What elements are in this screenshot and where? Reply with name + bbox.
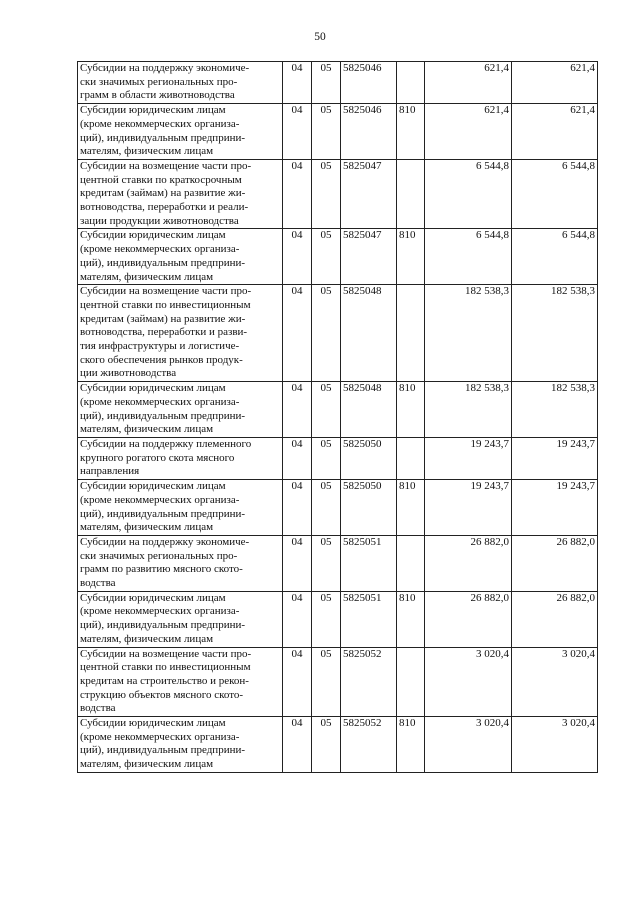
- subsection-code-cell: 05: [312, 647, 341, 717]
- subsection-code-cell: 05: [312, 62, 341, 104]
- row-name-line: зации продукции животноводства: [80, 214, 239, 227]
- row-name-line: вотноводства, переработки и реали-: [80, 201, 249, 214]
- amount-cell-2: 3 020,4: [512, 647, 598, 717]
- row-name-line: водства: [80, 577, 116, 590]
- row-name-line: водства: [80, 702, 116, 715]
- table-row: [78, 480, 598, 536]
- expense-type-cell: 810: [397, 717, 425, 773]
- target-article-cell: 5825050: [341, 480, 397, 536]
- amount-cell-1: 621,4: [425, 62, 512, 104]
- row-name-cell: [78, 62, 283, 104]
- section-code-cell: 04: [283, 382, 312, 438]
- row-name-line: ского обеспечения рынков продук-: [80, 353, 243, 366]
- table-row: [78, 104, 598, 160]
- amount-cell-1: 26 882,0: [425, 591, 512, 647]
- table-row: [78, 159, 598, 229]
- row-name-line: кредитам (займам) на развитие жи-: [80, 187, 246, 200]
- row-name-line: Субсидии на возмещение части про-: [80, 285, 252, 298]
- row-name-line: струкцию объектов мясного ското-: [80, 688, 244, 701]
- row-name-line: Субсидии юридическим лицам: [80, 591, 226, 604]
- row-name-line: Субсидии на возмещение части про-: [80, 647, 252, 660]
- row-name-line: (кроме некоммерческих организа-: [80, 493, 240, 506]
- row-name-line: кредитам (займам) на развитие жи-: [80, 312, 246, 325]
- row-name-line: тия инфраструктуры и логистиче-: [80, 340, 240, 353]
- row-name-line: вотноводства, переработки и разви-: [80, 326, 248, 339]
- row-name-line: направления: [80, 465, 140, 478]
- page-number: 50: [314, 31, 326, 43]
- section-code-cell: 04: [283, 104, 312, 160]
- expense-type-cell: 810: [397, 382, 425, 438]
- subsection-code-cell: 05: [312, 159, 341, 229]
- amount-cell-2: 621,4: [512, 104, 598, 160]
- row-name-line: ций), индивидуальным предприни-: [80, 744, 246, 757]
- target-article-cell: 5825048: [341, 382, 397, 438]
- row-name-line: грамм в области животноводства: [80, 89, 235, 102]
- row-name-line: (кроме некоммерческих организа-: [80, 605, 240, 618]
- table-row: [78, 647, 598, 717]
- target-article-cell: 5825051: [341, 535, 397, 591]
- row-name-cell: [78, 229, 283, 285]
- row-name-line: ски значимых региональных про-: [80, 549, 238, 562]
- subsection-code-cell: 05: [312, 104, 341, 160]
- expense-type-cell: 810: [397, 480, 425, 536]
- row-name-line: ски значимых региональных про-: [80, 75, 238, 88]
- section-code-cell: 04: [283, 437, 312, 479]
- row-name-line: центной ставки по инвестиционным: [80, 661, 251, 674]
- row-name-line: Субсидии на поддержку экономиче-: [80, 535, 250, 548]
- row-name-line: ций), индивидуальным предприни-: [80, 131, 246, 144]
- amount-cell-2: 621,4: [512, 62, 598, 104]
- row-name-line: мателям, физическим лицам: [80, 758, 214, 771]
- expense-type-cell: [397, 159, 425, 229]
- section-code-cell: 04: [283, 535, 312, 591]
- target-article-cell: 5825046: [341, 104, 397, 160]
- target-article-cell: 5825046: [341, 62, 397, 104]
- subsection-code-cell: 05: [312, 285, 341, 382]
- row-name-line: ции животноводства: [80, 367, 177, 380]
- expense-type-cell: [397, 535, 425, 591]
- row-name-line: мателям, физическим лицам: [80, 423, 214, 436]
- subsection-code-cell: 05: [312, 480, 341, 536]
- amount-cell-1: 6 544,8: [425, 229, 512, 285]
- expense-type-cell: [397, 437, 425, 479]
- table-row: [78, 285, 598, 382]
- subsection-code-cell: 05: [312, 535, 341, 591]
- amount-cell-2: 19 243,7: [512, 480, 598, 536]
- target-article-cell: 5825050: [341, 437, 397, 479]
- row-name-cell: [78, 104, 283, 160]
- row-name-line: мателям, физическим лицам: [80, 270, 214, 283]
- row-name-line: (кроме некоммерческих организа-: [80, 395, 240, 408]
- amount-cell-2: 182 538,3: [512, 382, 598, 438]
- row-name-line: ций), индивидуальным предприни-: [80, 507, 246, 520]
- row-name-line: (кроме некоммерческих организа-: [80, 117, 240, 130]
- amount-cell-2: 26 882,0: [512, 535, 598, 591]
- row-name-line: Субсидии на возмещение части про-: [80, 159, 252, 172]
- amount-cell-2: 19 243,7: [512, 437, 598, 479]
- target-article-cell: 5825048: [341, 285, 397, 382]
- table-row: [78, 437, 598, 479]
- amount-cell-2: 6 544,8: [512, 159, 598, 229]
- row-name-cell: [78, 382, 283, 438]
- row-name-cell: [78, 159, 283, 229]
- subsection-code-cell: 05: [312, 382, 341, 438]
- subsection-code-cell: 05: [312, 591, 341, 647]
- target-article-cell: 5825052: [341, 647, 397, 717]
- amount-cell-2: 6 544,8: [512, 229, 598, 285]
- row-name-cell: [78, 647, 283, 717]
- budget-table-body: [78, 62, 598, 773]
- section-code-cell: 04: [283, 480, 312, 536]
- subsection-code-cell: 05: [312, 437, 341, 479]
- row-name-line: Субсидии юридическим лицам: [80, 480, 226, 493]
- amount-cell-1: 182 538,3: [425, 285, 512, 382]
- table-row: [78, 535, 598, 591]
- amount-cell-1: 3 020,4: [425, 717, 512, 773]
- row-name-line: центной ставки по инвестиционным: [80, 298, 251, 311]
- row-name-line: ций), индивидуальным предприни-: [80, 619, 246, 632]
- table-row: [78, 382, 598, 438]
- subsection-code-cell: 05: [312, 717, 341, 773]
- row-name-line: Субсидии юридическим лицам: [80, 229, 226, 242]
- row-name-line: ций), индивидуальным предприни-: [80, 409, 246, 422]
- expense-type-cell: [397, 285, 425, 382]
- budget-table: [77, 61, 598, 773]
- row-name-line: центной ставки по краткосрочным: [80, 173, 242, 186]
- target-article-cell: 5825052: [341, 717, 397, 773]
- target-article-cell: 5825051: [341, 591, 397, 647]
- amount-cell-2: 26 882,0: [512, 591, 598, 647]
- section-code-cell: 04: [283, 229, 312, 285]
- target-article-cell: 5825047: [341, 159, 397, 229]
- row-name-cell: [78, 437, 283, 479]
- section-code-cell: 04: [283, 159, 312, 229]
- section-code-cell: 04: [283, 285, 312, 382]
- amount-cell-1: 26 882,0: [425, 535, 512, 591]
- amount-cell-2: 3 020,4: [512, 717, 598, 773]
- row-name-line: кредитам на строительство и рекон-: [80, 674, 249, 687]
- amount-cell-1: 19 243,7: [425, 480, 512, 536]
- row-name-line: Субсидии юридическим лицам: [80, 717, 226, 730]
- row-name-line: ций), индивидуальным предприни-: [80, 256, 246, 269]
- row-name-line: (кроме некоммерческих организа-: [80, 730, 240, 743]
- amount-cell-1: 3 020,4: [425, 647, 512, 717]
- table-row: [78, 717, 598, 773]
- row-name-cell: [78, 285, 283, 382]
- row-name-cell: [78, 480, 283, 536]
- table-row: [78, 591, 598, 647]
- subsection-code-cell: 05: [312, 229, 341, 285]
- amount-cell-1: 19 243,7: [425, 437, 512, 479]
- row-name-line: Субсидии на поддержку племенного: [80, 437, 252, 450]
- amount-cell-1: 6 544,8: [425, 159, 512, 229]
- row-name-line: Субсидии на поддержку экономиче-: [80, 62, 250, 74]
- expense-type-cell: 810: [397, 591, 425, 647]
- row-name-line: Субсидии юридическим лицам: [80, 382, 226, 395]
- row-name-line: (кроме некоммерческих организа-: [80, 243, 240, 256]
- row-name-line: крупного рогатого скота мясного: [80, 451, 235, 464]
- amount-cell-1: 621,4: [425, 104, 512, 160]
- target-article-cell: 5825047: [341, 229, 397, 285]
- row-name-cell: [78, 535, 283, 591]
- section-code-cell: 04: [283, 647, 312, 717]
- section-code-cell: 04: [283, 62, 312, 104]
- row-name-cell: [78, 717, 283, 773]
- row-name-cell: [78, 591, 283, 647]
- table-row: [78, 229, 598, 285]
- row-name-line: мателям, физическим лицам: [80, 632, 214, 645]
- expense-type-cell: 810: [397, 229, 425, 285]
- row-name-line: Субсидии юридическим лицам: [80, 104, 226, 117]
- row-name-line: мателям, физическим лицам: [80, 521, 214, 534]
- table-row: [78, 62, 598, 104]
- section-code-cell: 04: [283, 717, 312, 773]
- row-name-line: грамм по развитию мясного ското-: [80, 563, 243, 576]
- amount-cell-2: 182 538,3: [512, 285, 598, 382]
- expense-type-cell: 810: [397, 104, 425, 160]
- section-code-cell: 04: [283, 591, 312, 647]
- expense-type-cell: [397, 62, 425, 104]
- amount-cell-1: 182 538,3: [425, 382, 512, 438]
- row-name-line: мателям, физическим лицам: [80, 145, 214, 158]
- expense-type-cell: [397, 647, 425, 717]
